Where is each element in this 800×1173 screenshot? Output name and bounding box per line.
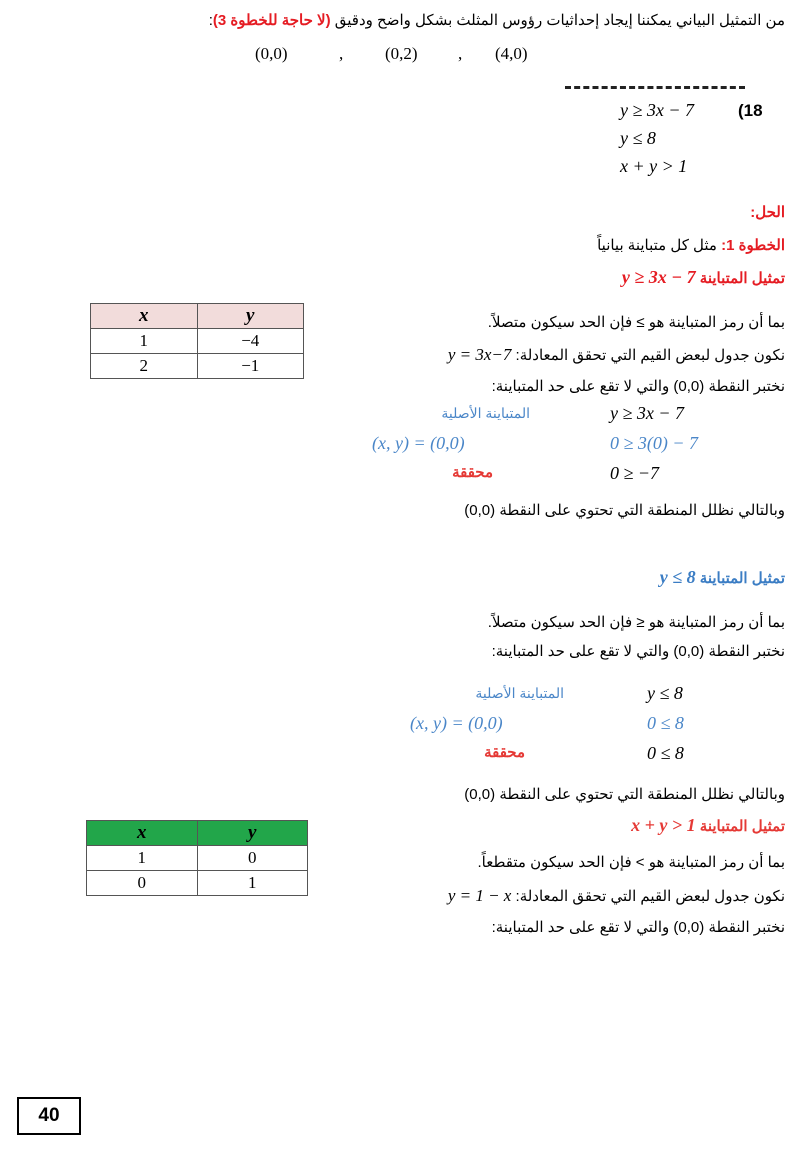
s1-line1: بما أن رمز المتباينة هو ≥ فإن الحد سيكون متصلاً. bbox=[487, 314, 785, 331]
table-header bbox=[91, 304, 304, 329]
s3-line3: نختبر النقطة (0,0) والتي لا تقع على حد المتباينة: bbox=[491, 919, 785, 936]
problem-line-1: y ≥ 3x − 7 bbox=[620, 100, 695, 120]
s1-heading bbox=[385, 267, 785, 288]
s1-line3: نختبر النقطة (0,0) والتي لا تقع على حد المتباينة: bbox=[491, 378, 785, 395]
s2-test-r2-right bbox=[647, 713, 684, 734]
table-cell: 1 bbox=[91, 329, 198, 354]
s2-line1: بما أن رمز المتباينة هو ≤ فإن الحد سيكون متصلاً. bbox=[487, 614, 785, 631]
intro-note: (لا حاجة للخطوة 3) bbox=[212, 12, 331, 29]
s3-line2-text: نكون جدول لبعض القيم التي تحقق المعادلة: bbox=[515, 888, 785, 905]
s2-heading-math: y ≤ 8 bbox=[659, 567, 696, 587]
s1-test-r3-left: محققة bbox=[452, 464, 493, 481]
dashed-separator bbox=[565, 86, 745, 89]
intro-colon: : bbox=[208, 12, 213, 29]
s1-test-r3-right: 0 ≥ −7 bbox=[610, 463, 660, 483]
table-cell: −1 bbox=[197, 354, 304, 379]
table-header-y: y bbox=[197, 821, 308, 846]
s2-test-r3-right: 0 ≤ 8 bbox=[647, 743, 684, 763]
table-cell: −4 bbox=[197, 329, 304, 354]
s2-test-r1-left: المتباينة الأصلية bbox=[475, 685, 564, 701]
s3-heading-math: x + y > 1 bbox=[631, 815, 696, 835]
s1-test-r1-right: y ≥ 3x − 7 bbox=[610, 403, 685, 423]
s2-heading bbox=[385, 567, 785, 588]
s2-test-r2-right-text: 0 ≤ 8 bbox=[647, 713, 684, 733]
values-table-1 bbox=[90, 303, 304, 379]
table-cell: 0 bbox=[197, 846, 308, 871]
problem-number: (18 bbox=[738, 101, 763, 120]
s1-test-r2-left: (x, y) = (0,0) bbox=[372, 433, 465, 453]
table-row bbox=[91, 354, 304, 379]
table-cell: 1 bbox=[197, 871, 308, 896]
s2-heading-text: تمثيل المتباينة bbox=[699, 570, 785, 587]
s3-heading-text: تمثيل المتباينة bbox=[699, 818, 785, 835]
s1-line2-text: نكون جدول لبعض القيم التي تحقق المعادلة: bbox=[515, 347, 785, 364]
vertex-separator: , bbox=[458, 44, 463, 63]
s2-test-r3-left: محققة bbox=[484, 744, 525, 761]
s3-line2 bbox=[325, 886, 785, 907]
vertices-row bbox=[255, 44, 555, 66]
problem-18 bbox=[620, 100, 790, 190]
s1-test-r2-right-text: 0 ≥ 3(0) − 7 bbox=[610, 433, 699, 453]
intro-text: من التمثيل البياني يمكننا إيجاد إحداثيات رؤوس المثلث بشكل واضح ودقيق bbox=[334, 12, 785, 29]
s3-line1: بما أن رمز المتباينة هو > فإن الحد سيكون متقطعاً. bbox=[477, 854, 785, 871]
step-1-text: مثل كل متباينة بيانياً bbox=[597, 237, 717, 254]
table-cell: 0 bbox=[87, 871, 198, 896]
table-header-x: x bbox=[87, 821, 198, 846]
s1-test-r1-left: المتباينة الأصلية bbox=[441, 405, 530, 421]
vertex-3: (4,0) bbox=[495, 44, 528, 63]
table-row bbox=[87, 871, 308, 896]
s1-line2-math: y = 3x−7 bbox=[447, 345, 512, 364]
values-table-2 bbox=[86, 820, 308, 896]
s2-test-r2-left: (x, y) = (0,0) bbox=[410, 713, 503, 733]
s3-heading bbox=[385, 815, 785, 836]
page-number: 40 bbox=[17, 1097, 81, 1135]
s1-heading-math: y ≥ 3x − 7 bbox=[621, 267, 696, 287]
table-header-y: y bbox=[197, 304, 304, 329]
s2-test-r1-right: y ≤ 8 bbox=[647, 683, 683, 703]
step-1 bbox=[385, 236, 785, 256]
intro-line bbox=[5, 11, 785, 31]
s1-conclusion: وبالتالي نظلل المنطقة التي تحتوي على النقطة (0,0) bbox=[464, 502, 785, 519]
solution-label: الحل: bbox=[750, 204, 785, 221]
s2-line2: نختبر النقطة (0,0) والتي لا تقع على حد المتباينة: bbox=[491, 643, 785, 660]
table-header bbox=[87, 821, 308, 846]
problem-line-2: y ≤ 8 bbox=[620, 128, 656, 148]
s1-test-r2-right bbox=[610, 433, 698, 454]
table-cell: 2 bbox=[91, 354, 198, 379]
s2-conclusion: وبالتالي نظلل المنطقة التي تحتوي على النقطة (0,0) bbox=[464, 786, 785, 803]
vertex-separator: , bbox=[339, 44, 344, 63]
table-cell: 1 bbox=[87, 846, 198, 871]
table-header-x: x bbox=[91, 304, 198, 329]
s1-line2 bbox=[325, 345, 785, 366]
vertex-1: (0,0) bbox=[255, 44, 288, 63]
vertex-2: (0,2) bbox=[385, 44, 418, 63]
s1-heading-text: تمثيل المتباينة bbox=[699, 270, 785, 287]
table-row bbox=[87, 846, 308, 871]
table-row bbox=[91, 329, 304, 354]
step-1-label: الخطوة 1: bbox=[721, 237, 785, 254]
problem-line-3: x + y > 1 bbox=[620, 156, 688, 176]
s3-line2-math: y = 1 − x bbox=[447, 886, 512, 905]
